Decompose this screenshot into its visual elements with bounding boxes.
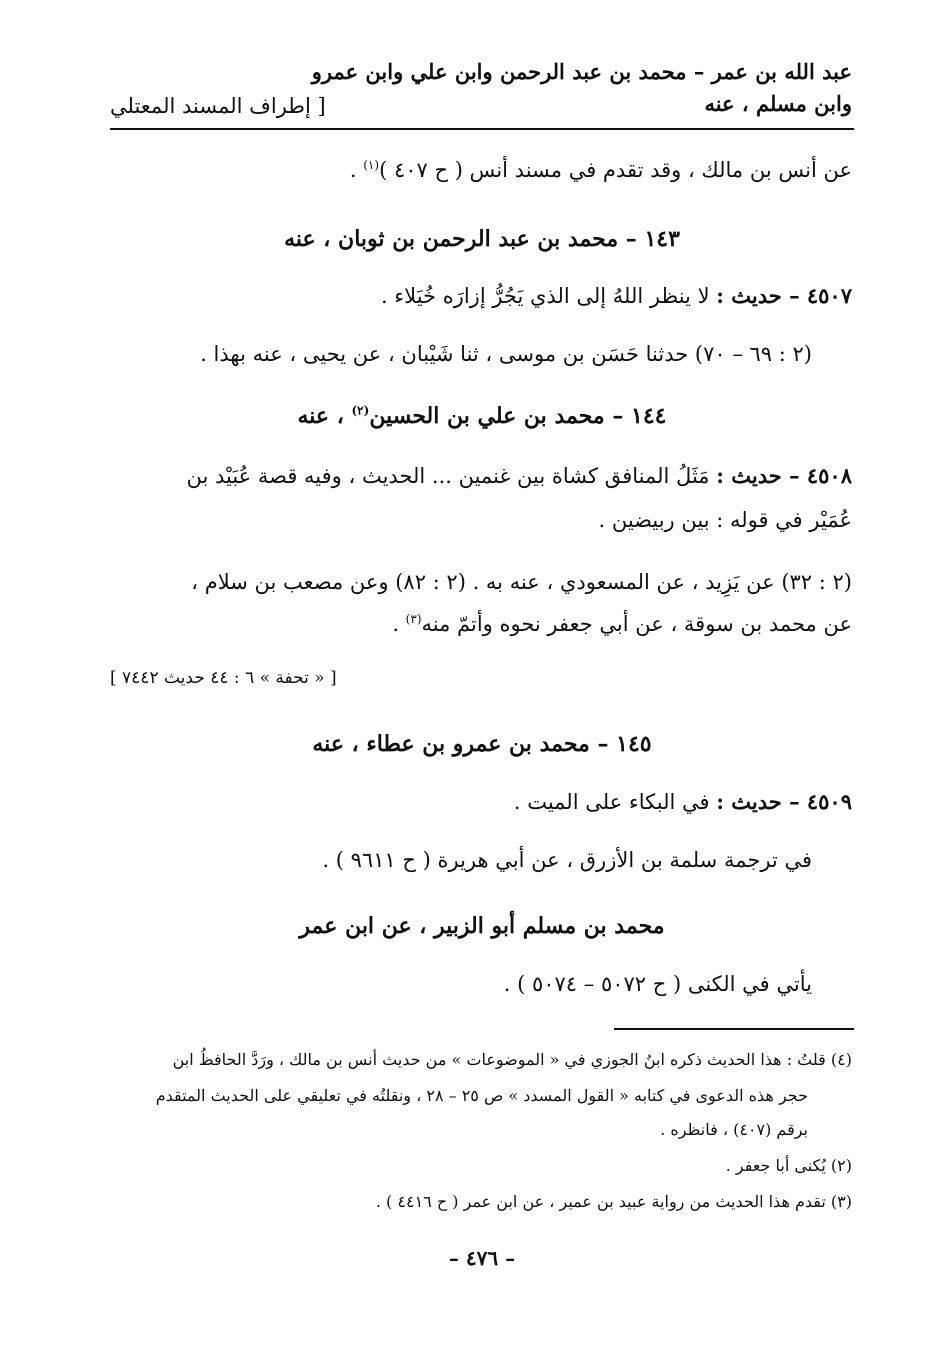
hadith-4508-source-2-text: عن محمد بن سوقة ، عن أبي جعفر نحوه وأتمّ منه (421, 612, 852, 636)
tuhfa-reference: [ « تحفة » ٦ : ٤٤ حديث ٧٤٤٢ ] (110, 668, 337, 688)
hadith-4508-footnote-ref: (٣) (405, 612, 422, 626)
section-144-heading (110, 402, 854, 430)
hadith-4508-source-2 (392, 610, 852, 638)
footnote-1-line-2: حجر هذه الدعوى في كتابه « القول المسدد » ص ٢٥ – ٢٨ ، ونقلتُه في تعليقي على الحديث المتقدم (155, 1086, 808, 1105)
section-143-heading: ١٤٣ – محمد بن عبد الرحمن بن ثوبان ، عنه (284, 226, 680, 252)
section-144-footnote-ref: (٢) (351, 403, 370, 418)
hadith-4508-source-1: (٢ : ٣٢) عن يَزِيد ، عن المسعودي ، عنه به . (٢ : ٨٢) وعن مصعب بن سلام ، (191, 570, 852, 594)
muslim-text: يأتي في الكنى ( ح ٥٠٧٢ – ٥٠٧٤ ) . (503, 972, 812, 996)
hadith-4508-text-1: مَثَلُ المنافق كشاة بين غنمين ... الحديث ، وفيه قصة عُبَيْد بن (186, 464, 717, 488)
footnote-1-line-1: (٤) قلتُ : هذا الحديث ذكره ابنُ الجوزي في « الموضوعات » من حديث أنس بن مالك ، ورَدَّ الحافظُ ابن (172, 1050, 852, 1069)
header-rule (110, 128, 854, 130)
footnote-3: (٣) تقدم هذا الحديث من رواية عبيد بن عمير ، عن ابن عمر ( ح ٤٤١٦ ) . (375, 1192, 852, 1211)
intro-footnote-ref: (١) (363, 158, 380, 172)
page-number: – ٤٧٦ – (448, 1246, 516, 1270)
intro-text: عن أنس بن مالك ، وقد تقدم في مسند أنس ( ح ٤٠٧ ) (379, 158, 852, 182)
footnote-rule (614, 1028, 854, 1030)
hadith-4509-text: في البكاء على الميت . (513, 790, 717, 814)
hadith-4509 (514, 788, 852, 816)
hadith-4508-source-2-end: . (392, 612, 406, 636)
hadith-4507-number: ٤٥٠٧ – حديث : (716, 283, 852, 308)
footnote-1-line-3: برقم (٤٠٧) ، فانظره . (660, 1120, 808, 1139)
section-145-heading: ١٤٥ – محمد بن عمرو بن عطاء ، عنه (312, 731, 652, 757)
section-144-title: ١٤٤ – محمد بن علي بن الحسين (369, 403, 667, 429)
section-144-suffix: ، عنه (297, 403, 352, 429)
header-line-1: عبد الله بن عمر – محمد بن عبد الرحمن وابن علي وابن عمرو (311, 59, 852, 84)
intro-line (350, 156, 852, 184)
hadith-4508-number: ٤٥٠٨ – حديث : (716, 463, 852, 488)
hadith-4509-number: ٤٥٠٩ – حديث : (716, 789, 852, 814)
hadith-4507-text: لا ينظر اللهُ إلى الذي يَجُرُّ إزارَه خُيَلاء . (380, 284, 717, 308)
header-line-2: وابن مسلم ، عنه (704, 91, 852, 116)
hadith-4507 (381, 282, 852, 310)
intro-end: . (349, 158, 364, 182)
hadith-4509-source: في ترجمة سلمة بن الأزرق ، عن أبي هريرة ( ح ٩٦١١ ) . (322, 848, 812, 872)
header-book-title: [ إطراف المسند المعتلي (110, 94, 326, 118)
hadith-4508-line-2: عُمَيْر في قوله : بين ربيضين . (598, 508, 852, 532)
hadith-4508-line-1 (186, 462, 852, 490)
footnote-2: (٢) يُكنى أبا جعفر . (725, 1156, 852, 1175)
muslim-heading: محمد بن مسلم أبو الزبير ، عن ابن عمر (299, 913, 665, 939)
hadith-4507-source: (٢ : ٦٩ – ٧٠) حدثنا حَسَن بن موسى ، ثنا شَيْبان ، عن يحيى ، عنه بهذا . (200, 342, 812, 366)
